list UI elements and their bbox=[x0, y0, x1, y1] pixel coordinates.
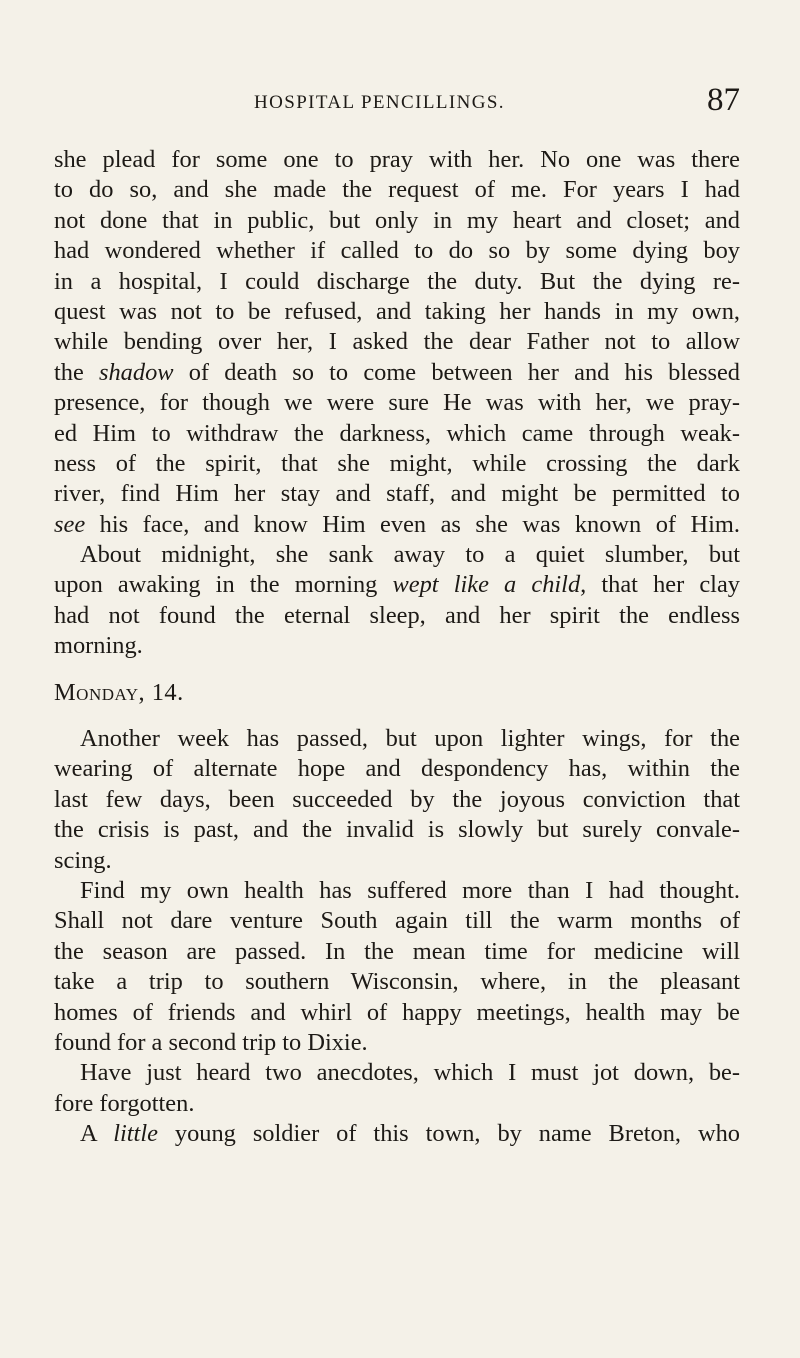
text-line: while bending over her, I asked the dear Father not to allow bbox=[54, 328, 740, 356]
text-line bbox=[54, 1119, 740, 1149]
text-line: Have just heard two anecdotes, which I must jot down, be- bbox=[80, 1059, 740, 1087]
text-line: the crisis is past, and the invalid is slowly but surely convale- bbox=[54, 816, 740, 844]
text-run: his face, and know Him even as she was known of Him. bbox=[85, 510, 740, 538]
page-number: 87 bbox=[707, 82, 740, 118]
text-line bbox=[54, 358, 740, 388]
text-run: that her clay bbox=[586, 571, 740, 599]
text-line: to do so, and she made the request of me. For years I had bbox=[54, 176, 740, 204]
text-line: About midnight, she sank away to a quiet slumber, but bbox=[80, 541, 740, 569]
text-line bbox=[54, 510, 740, 540]
paragraph bbox=[54, 724, 740, 876]
paragraph bbox=[54, 145, 740, 540]
text-line: she plead for some one to pray with her. No one was there bbox=[54, 146, 740, 173]
section-gap bbox=[54, 708, 740, 724]
paragraph bbox=[54, 1058, 740, 1119]
section-gap bbox=[54, 662, 740, 678]
text-line: Find my own health has suffered more than I had thought. bbox=[80, 876, 740, 904]
text-run: the bbox=[54, 358, 99, 386]
text-line: had not found the eternal sleep, and her spirit the endless bbox=[54, 601, 740, 629]
paragraph bbox=[54, 876, 740, 1058]
text-run: upon awaking in the morning bbox=[54, 571, 393, 599]
text-line: last few days, been succeeded by the joyous conviction that bbox=[54, 785, 740, 813]
text-line: morning. bbox=[54, 632, 143, 660]
text-line: Shall not dare venture South again till the warm months of bbox=[54, 907, 740, 935]
emphasis-shadow: shadow bbox=[99, 358, 174, 386]
text-line: ed Him to withdraw the darkness, which came through weak- bbox=[54, 419, 740, 447]
paragraph bbox=[54, 1119, 740, 1149]
section-heading: Monday, 14. bbox=[54, 678, 184, 706]
page-header bbox=[54, 82, 740, 128]
emphasis-little: little bbox=[113, 1120, 158, 1148]
text-line: scing. bbox=[54, 846, 112, 874]
text-line: not done that in public, but only in my heart and closet; and bbox=[54, 206, 740, 234]
text-run: of death so to come between her and his blessed bbox=[173, 358, 740, 386]
emphasis-wept: wept like a child, bbox=[392, 571, 587, 599]
paragraph bbox=[54, 540, 740, 662]
text-line: wearing of alternate hope and despondency has, within the bbox=[54, 755, 740, 783]
text-run: young soldier of this town, by name Breton, who bbox=[157, 1120, 740, 1148]
text-line bbox=[54, 570, 740, 600]
text-line: ness of the spirit, that she might, while crossing the dark bbox=[54, 449, 740, 477]
text-line: fore forgotten. bbox=[54, 1089, 195, 1117]
text-line: river, find Him her stay and staff, and might be permitted to bbox=[54, 480, 740, 508]
text-run: A bbox=[80, 1120, 114, 1148]
emphasis-see: see bbox=[54, 510, 86, 538]
text-line: quest was not to be refused, and taking her hands in my own, bbox=[54, 297, 740, 325]
text-line: had wondered whether if called to do so by some dying boy bbox=[54, 237, 740, 265]
text-line: the season are passed. In the mean time for medicine will bbox=[54, 937, 740, 965]
text-line: presence, for though we were sure He was with her, we pray- bbox=[54, 389, 740, 417]
text-line: in a hospital, I could discharge the duty. But the dying re- bbox=[54, 267, 740, 295]
page-body bbox=[54, 145, 740, 1150]
text-line: found for a second trip to Dixie. bbox=[54, 1028, 368, 1056]
text-line: take a trip to southern Wisconsin, where, in the pleasant bbox=[54, 968, 740, 996]
running-head: HOSPITAL PENCILLINGS. bbox=[254, 92, 505, 113]
text-line: Another week has passed, but upon lighter wings, for the bbox=[80, 725, 740, 753]
text-line: homes of friends and whirl of happy meetings, health may be bbox=[54, 998, 740, 1026]
